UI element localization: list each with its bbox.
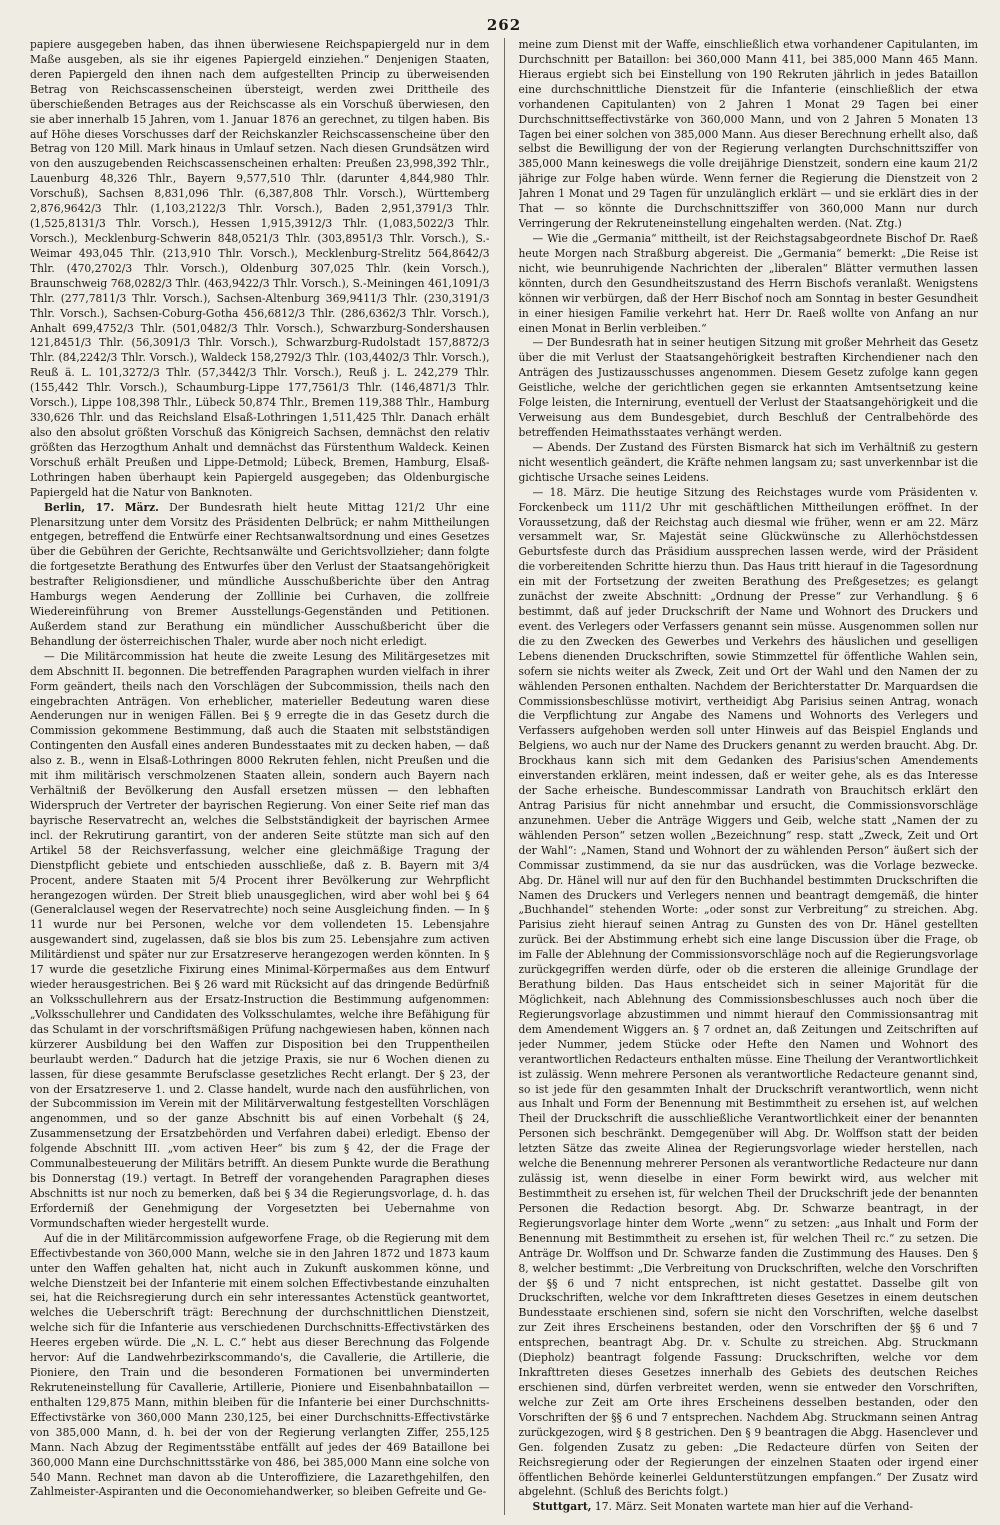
article-effectivbestaende: [30, 1232, 490, 1501]
article-text: — Abends. Der Zustand des Fürsten Bismarck hat sich im Verhältniß zu gestern nicht wesentlich geändert, die Kräfte nehmen langsam zu; sast unverkennbar ist die gichtische Ursache seines Leidens.: [518, 440, 978, 484]
article-text: Der Bundesrath hielt heute Mittag 121/2 Uhr eine Plenarsitzung unter dem Vorsitz des Präsidenten Delbrück; er nahm Mittheilungen entgegen, betreffend die Entwürfe einer Rechtsanwaltsordnung und eines Gesetzes über die Gebühren der Gerichte, Rechtsanwälte und Gerichtsvollzieher; dann folgte die fortgesetzte Berathung des Entwurfes über den Verlust der Staatsangehörigkeit bestrafter Religionsdiener, und mündliche Ausschußberichte über den Antrag Hamburgs wegen Aenderung der Zolllinie bei Curhaven, die zollfreie Wiedereinführung von Bremer Ausstellungs-Gegenständen und Petitionen. Außerdem stand zur Berathung ein mündlicher Ausschußbericht über die Behandlung der österreichischen Thaler, wurde aber noch nicht erledigt.: [30, 500, 490, 648]
article-berlin-bundesrath: [30, 501, 490, 650]
article-stuttgart: [519, 1500, 979, 1515]
text-columns: [30, 38, 978, 1515]
article-bundesrath-staatsangehoerigkeit: [519, 336, 979, 440]
article-reichstag-18-maerz: [519, 486, 979, 1501]
article-text: — Die Militärcommission hat heute die zweite Lesung des Militärgesetzes mit dem Abschnitt II. begonnen. Die betreffenden Paragraphen wurden vielfach in ihrer Form geändert, theils nach den Vorschlägen der Subcommission, theils nach den eingebrachten Anträgen. Von erheblicher, materieller Bedeutung waren diese Aenderungen nur in wenigen Fällen. Bei § 9 erregte die in das Gesetz durch die Commission gekommene Bestimmung, daß auch die Staaten mit selbstständigen Contingenten den Ausfall eines anderen Bundesstaates mit zu decken haben, — daß also z. B., wenn in Elsaß-Lothringen 8000 Rekruten fehlen, nicht Preußen und die mit ihm militärisch verschmolzenen Staaten allein, sondern auch Bayern nach Verhältniß der Bevölkerung den Ausfall ersetzen müssen — den lebhaften Widerspruch der Vertreter der bayrischen Regierung. Von einer Seite rief man das bayrische Reservatrecht an, welches die Selbstständigkeit der bayrischen Armee incl. der Rekrutirung garantirt, von der anderen Seite stützte man sich auf den Artikel 58 der Reichsverfassung, welcher eine gleichmäßige Tragung der Dienstpflicht gebiete und entschieden ausschließe, daß z. B. Bayern mit 3/4 Procent, andere Staaten mit 5/4 Procent ihrer Bevölkerung zur Wehrpflicht herangezogen würden. Der Streit blieb unausgeglichen, wird aber wohl bei § 64 (Generalclausel wegen der Reservatrechte) noch seine Ausgleichung finden. — In § 11 wurde nur bei Personen, welche vor dem vollendeten 15. Lebensjahre ausgewandert sind, zugelassen, daß sie blos bis zum 25. Lebensjahre zum activen Militärdienst und später nur zur Ersatzreserve herangezogen werden könnten. In § 17 wurde die gesetzliche Fixirung eines Minimal-Körpermaßes aus dem Entwurf wieder herausgestrichen. Bei § 26 ward mit Rücksicht auf das dringende Bedürfniß an Volksschullehrern aus der Ersatz-Instruction die Bestimmung aufgenommen: „Volksschullehrer und Candidaten des Volksschulamtes, welche ihre Befähigung für das Schulamt in der vorschriftsmäßigen Prüfung nachgewiesen haben, können nach kürzerer Ausbildung bei den Waffen zur Disposition bei den Truppentheilen beurlaubt werden.“ Dadurch hat die jetzige Praxis, sie nur 6 Wochen dienen zu lassen, für diese gesammte Berufsclasse gesetzliches Recht erlangt. Der § 23, der von der Ersatzreserve 1. und 2. Classe handelt, wurde nach den ausführlichen, von der Subcommission im Verein mit der Militärverwaltung festgestellten Vorschlägen angenommen, und so der ganze Abschnitt bis auf einen Vorbehalt (§ 24, Zusammensetzung der Ersatzbehörden und Verfahren dabei) erledigt. Ebenso der folgende Abschnitt III. „vom activen Heer“ bis zum § 42, der die Frage der Communalbesteuerung der Militärs betrifft. An diesem Punkte wurde die Berathung bis Donnerstag (19.) vertagt. In Betreff der vorangehenden Paragraphen dieses Abschnitts ist nur noch zu bemerken, daß bei § 34 die Regierungsvorlage, d. h. das Erforderniß der Genehmigung der Vorgesetzten bei Uebernahme von Vormundschaften wieder hergestellt wurde.: [30, 649, 490, 1230]
article-text: meine zum Dienst mit der Waffe, einschließlich etwa vorhandener Capitulanten, im Durchschnitt per Bataillon: bei 360,000 Mann 411, bei 385,000 Mann 465 Mann. Hieraus ergiebt sich bei Einstellung von 190 Rekruten jährlich in jedes Bataillon eine durchschnittliche Dienstzeit für die Infanterie (einschließlich der etwa vorhandenen Capitulanten) von 2 Jahren 1 Monat 29 Tagen bei einer Durchschnittseffectivstärke von 360,000 Mann, und von 2 Jahren 5 Monaten 13 Tagen bei einer solchen von 385,000 Mann. Aus dieser Berechnung erhellt also, daß selbst die Bewilligung der von der Regierung verlangten Durchschnittsziffer von 385,000 Mann keineswegs die volle dreijährige Dienstzeit, sondern eine kaum 21/2 jährige zur Folge haben würde. Wenn ferner die Regierung die Dienstzeit von 2 Jahren 1 Monat und 29 Tagen für unzulänglich erklärt — und sie erklärt dies in der That — so könnte die Durchschnittsziffer von 360,000 Mann nur durch Verringerung der Rekruteneinstellung eingehalten werden. (Nat. Ztg.): [518, 38, 978, 231]
article-text: papiere ausgegeben haben, das ihnen überwiesene Reichspapiergeld nur in dem Maße ausgeben, als sie ihr eigenes Papiergeld einziehen.“ Denjenigen Staaten, deren Papiergeld den ihnen nach dem aufgestellten Princip zu überweisenden Betrag von Reichscassenscheinen übersteigt, werden zwei Drittheile des überschießenden Betrages aus der Reichscasse als ein Vorschuß überwiesen, den sie aber innerhalb 15 Jahren, vom 1. Januar 1876 an gerechnet, zu tilgen haben. Bis auf Höhe dieses Vorschusses darf der Reichskanzler Reichscassenscheine über den Betrag von 120 Mill. Mark hinaus in Umlauf setzen. Nach diesen Grundsätzen wird von den auszugebenden Reichscassenscheinen erhalten: Preußen 23,998,392 Thlr., Lauenburg 48,326 Thlr., Bayern 9,577,510 Thlr. (darunter 4,844,980 Thlr. Vorschuß), Sachsen 8,831,096 Thlr. (6,387,808 Thlr. Vorsch.), Württemberg 2,876,9642/3 Thlr. (1,103,2122/3 Thlr. Vorsch.), Baden 2,951,3791/3 Thlr. (1,525,8131/3 Thlr. Vorsch.), Hessen 1,915,3912/3 Thlr. (1,083,5022/3 Thlr. Vorsch.), Mecklenburg-Schwerin 848,0521/3 Thlr. (303,8951/3 Thlr. Vorsch.), S.-Weimar 493,045 Thlr. (213,910 Thlr. Vorsch.), Mecklenburg-Strelitz 564,8642/3 Thlr. (470,2702/3 Thlr. Vorsch.), Oldenburg 307,025 Thlr. (kein Vorsch.), Braunschweig 768,0282/3 Thlr. (463,9422/3 Thlr. Vorsch.), S.-Meiningen 461,1091/3 Thlr. (277,7811/3 Thlr. Vorsch.), Sachsen-Altenburg 369,9411/3 Thlr. (230,3191/3 Thlr. Vorsch.), Sachsen-Coburg-Gotha 456,6812/3 Thlr. (286,6362/3 Thlr. Vorsch.), Anhalt 699,4752/3 Thlr. (501,0482/3 Thlr. Vorsch.), Schwarzburg-Sondershausen 121,8451/3 Thlr. (56,3091/3 Thlr. Vorsch.), Schwarzburg-Rudolstadt 157,8872/3 Thlr. (84,2242/3 Thlr. Vorsch.), Waldeck 158,2792/3 Thlr. (103,4402/3 Thlr. Vorsch.), Reuß ä. L. 101,3272/3 Thlr. (57,3442/3 Thlr. Vorsch.), Reuß j. L. 242,279 Thlr. (155,442 Thlr. Vorsch.), Schaumburg-Lippe 177,7561/3 Thlr. (146,4871/3 Thlr. Vorsch.), Lippe 108,398 Thlr., Lübeck 50,874 Thlr., Bremen 119,388 Thlr., Hamburg 330,626 Thlr. und das Reichsland Elsaß-Lothringen 1,511,425 Thlr. Danach erhält also den absolut größten Vorschuß das Königreich Sachsen, demnächst den relativ größten das Herzogthum Anhalt und demnächst das Fürstenthum Waldeck. Keinen Vorschuß erhält Preußen und Lippe-Detmold; Lübeck, Bremen, Hamburg, Elsaß-Lothringen haben überhaupt kein Papiergeld ausgegeben; das Oldenburgische Papiergeld hat die Natur von Banknoten.: [30, 38, 490, 499]
article-germania: [519, 232, 979, 336]
article-militaercommission: [30, 650, 490, 1232]
article-text: 17. März. Seit Monaten wartete man hier auf die Verhand-: [594, 1500, 913, 1514]
article-reichspapiergeld: [30, 38, 490, 501]
article-bismarck: [519, 441, 979, 486]
article-text: — Der Bundesrath hat in seiner heutigen Sitzung mit großer Mehrheit das Gesetz über die mit Verlust der Staatsangehörigkeit bestraften Kirchendiener nach den Anträgen des Justizausschusses angenommen. Diesem Gesetz zufolge kann gegen Geistliche, welche der gerichtlichen gegen sie erkannten Amtsentsetzung keine Folge leisten, die Internirung, eventuell der Verlust der Staatsangehörigkeit und die Verweisung aus dem Bundesgebiet, durch Beschluß der Centralbehörde des betreffenden Heimathsstaates verhängt werden.: [518, 336, 978, 439]
column-divider: [504, 38, 505, 1515]
article-text: Auf die in der Militärcommission aufgeworfene Frage, ob die Regierung mit dem Effectivbestande von 360,000 Mann, welche sie in den Jahren 1872 und 1873 kaum unter den Waffen gehalten hat, nicht auch in Zukunft auskommen könne, und welche Dienstzeit bei der Infanterie mit einem solchen Effectivbestande einzuhalten sei, hat die Reichsregierung durch ein sehr interessantes Actenstück geantwortet, welches die Ueberschrift trägt: Berechnung der durchschnittlichen Dienstzeit, welche sich für die Infanterie aus verschiedenen Durchschnitts-Effectivstärken des Heeres ergeben würde. Die „N. L. C.“ hebt aus dieser Berechnung das Folgende hervor: Auf die Landwehrbezirkscommando's, die Cavallerie, die Artillerie, die Pioniere, den Train und die besonderen Formationen bei unverminderten Rekruteneinstellung für Cavallerie, Artillerie, Pioniere und Eisenbahnbataillon — enthalten 129,875 Mann, mithin bleiben für die Infanterie bei einer Durchschnitts-Effectivstärke von 360,000 Mann 230,125, bei einer Durchschnitts-Effectivstärke von 385,000 Mann, d. h. bei der von der Regierung verlangten Ziffer, 255,125 Mann. Nach Abzug der Regimentsstäbe entfällt auf jedes der 469 Bataillone bei 360,000 Mann eine Durchschnittsstärke von 486, bei 385,000 Mann eine solche von 540 Mann. Rechnet man davon ab die Unteroffiziere, die Lazarethgehilfen, den Zahlmeister-Aspiranten und die Oeconomiehandwerker, so bleiben Gefreite und Ge-: [30, 1231, 490, 1499]
article-dienstzeit: [519, 38, 979, 232]
right-column: [519, 38, 979, 1515]
article-dateline: Stuttgart,: [532, 1500, 592, 1514]
left-column: [30, 38, 490, 1515]
article-dateline: Berlin, 17. März.: [44, 500, 159, 514]
article-text: — Wie die „Germania“ mittheilt, ist der Reichstagsabgeordnete Bischof Dr. Raeß heute Morgen nach Straßburg abgereist. Die „Germania“ bemerkt: „Die Reise ist nicht, wie beunruhigende Nachrichten der „liberalen“ Blätter vermuthen lassen könnten, durch den Gesundheitszustand des Herrn Bischofs veranlaßt. Wenigstens können wir verbürgen, daß der Herr Bischof noch am Sonntag in bester Gesundheit in einer hiesigen Familie verkehrt hat. Herr Dr. Raeß wollte von Anfang an nur einen Monat in Berlin verbleiben.“: [518, 231, 978, 335]
page-number: 262: [486, 16, 522, 34]
article-text: — 18. März. Die heutige Sitzung des Reichstages wurde vom Präsidenten v. Forckenbeck um 111/2 Uhr mit geschäftlichen Mittheilungen eröffnet. In der Voraussetzung, daß der Reichstag auch diesmal wie früher, wenn er am 22. März versammelt war, Sr. Majestät seine Glückwünsche zu Allerhöchstdessen Geburtsfeste durch das Präsidium aussprechen lassen werde, wird der Präsident die vorbereitenden Schritte hierzu thun. Das Haus tritt hierauf in die Tagesordnung ein mit der Fortsetzung der zweiten Berathung des Preßgesetzes; es gelangt zunächst der zweite Abschnitt: „Ordnung der Presse“ zur Verhandlung. § 6 bestimmt, daß auf jeder Druckschrift der Name und Wohnort des Druckers und event. des Verlegers oder Verfassers genannt sein müsse. Ausgenommen sollen nur die zu den Zwecken des Gewerbes und Verkehrs des häuslichen und geselligen Lebens dienenden Druckschriften, sowie Stimmzettel für öffentliche Wahlen sein, sofern sie nichts weiter als Zweck, Zeit und Ort der Wahl und den Namen der zu wählenden Personen enthalten. Nachdem der Berichterstatter Dr. Marquardsen die Commissionsbeschlüsse motivirt, vertheidigt Abg Parisius seinen Antrag, wonach die Verpflichtung zur Angabe des Namens und Wohnorts des Verlegers und Verfassers aufgehoben werden soll unter Hinweis auf das Beispiel Englands und Belgiens, wo auch nur der Name des Druckers genannt zu werden braucht. Abg. Dr. Brockhaus kann sich mit dem Gedanken des Parisius'schen Amendements einverstanden erklären, meint indessen, daß er weiter gehe, als es das Interesse der Sache erheische. Bundescommissar Landrath von Brauchitsch erklärt den Antrag Parisius für nicht annehmbar und ersucht, die Commissionsvorschläge anzunehmen. Ueber die Anträge Wiggers und Geib, welche statt „Namen der zu wählenden Person“ setzen wollen „Bezeichnung“ resp. statt „Zweck, Zeit und Ort der Wahl“: „Namen, Stand und Wohnort der zu wählenden Person“ äußert sich der Commissar zustimmend, da sie nur das ausdrücken, was die Vorlage bezwecke. Abg. Dr. Hänel will nur auf den für den Buchhandel bestimmten Druckschriften die Namen des Druckers und Verlegers nennen und beantragt demgemäß, die hinter „Buchhandel“ stehenden Worte: „oder sonst zur Verbreitung“ zu streichen. Abg. Parisius zieht hierauf seinen Antrag zu Gunsten des von Dr. Hänel gestellten zurück. Bei der Abstimmung erhebt sich eine lange Discussion über die Frage, ob im Falle der Ablehnung der Commissionsvorschläge noch auf die Regierungsvorlage zurückgegriffen werden dürfe, oder ob die ersteren die alleinige Grundlage der Berathung bilden. Das Haus entscheidet sich in seiner Majorität für die Möglichkeit, nach Ablehnung des Commissionsbeschlusses auch noch über die Regierungsvorlage abzustimmen und nimmt hierauf den Commissionsantrag mit dem Amendement Wiggers an. § 7 ordnet an, daß Zeitungen und Zeitschriften auf jeder Nummer, jedem Stücke oder Hefte den Namen und Wohnort des verantwortlichen Redacteurs enthalten müsse. Eine Theilung der Verantwortlichkeit ist zulässig. Wenn mehrere Personen als verantwortliche Redacteure genannt sind, so ist jede für den gesammten Inhalt der Druckschrift verantwortlich, wenn nicht aus Inhalt und Form der Benennung mit Bestimmtheit zu ersehen ist, auf welchen Theil der Druckschrift die ausschließliche Verantwortlichkeit einer der benannten Personen sich beschränkt. Demgegenüber will Abg. Dr. Wolffson statt der beiden letzten Sätze das zweite Alinea der Regierungsvorlage wieder herstellen, nach welche die Benennung mehrerer Personen als verantwortliche Redacteure nur dann zulässig ist, wenn dieselbe in einer Form bewirkt wird, aus welcher mit Bestimmtheit zu ersehen ist, für welchen Theil der Druckschrift jede der benannten Personen die Redaction besorgt. Abg. Dr. Schwarze beantragt, in der Regierungsvorlage hinter dem Worte „wenn“ zu setzen: „aus Inhalt und Form der Benennung mit Bestimmtheit zu ersehen ist, für welchen Theil rc.“ zu setzen. Die Anträge Dr. Wolffson und Dr. Schwarze fanden die Zustimmung des Hauses. Den § 8, welcher bestimmt: „Die Verbreitung von Druckschriften, welche den Vorschriften der §§ 6 und 7 nicht entsprechen, ist nicht gestattet. Dasselbe gilt von Druckschriften, welche vor dem Inkrafttreten dieses Gesetzes in einem deutschen Bundesstaate erschienen sind, sofern sie nicht den Vorschriften, welche daselbst zur Zeit ihres Erscheinens bestanden, oder den Vorschriften der §§ 6 und 7 entsprechen, beantragt Abg. Dr. v. Schulte zu streichen. Abg. Struckmann (Diepholz) beantragt folgende Fassung: Druckschriften, welche vor dem Inkrafttreten dieses Gesetzes innerhalb des Gebiets des deutschen Reiches erschienen sind, dürfen verbreitet werden, wenn sie entweder den Vorschriften, welche zur Zeit am Orte ihres Erscheinens desselben bestanden, oder den Vorschriften der §§ 6 und 7 entsprechen. Nachdem Abg. Struckmann seinen Antrag zurückgezogen, wird § 8 gestrichen. Den § 9 beantragen die Abgg. Hasenclever und Gen. folgenden Zusatz zu geben: „Die Redacteure dürfen von Seiten der Reichsregierung oder der Regierungen der einzelnen Staaten oder irgend einer öffentlichen Behörde keinerlei Geldunterstützungen empfangen.“ Der Zusatz wird abgelehnt. (Schluß des Berichts folgt.): [518, 485, 978, 1499]
